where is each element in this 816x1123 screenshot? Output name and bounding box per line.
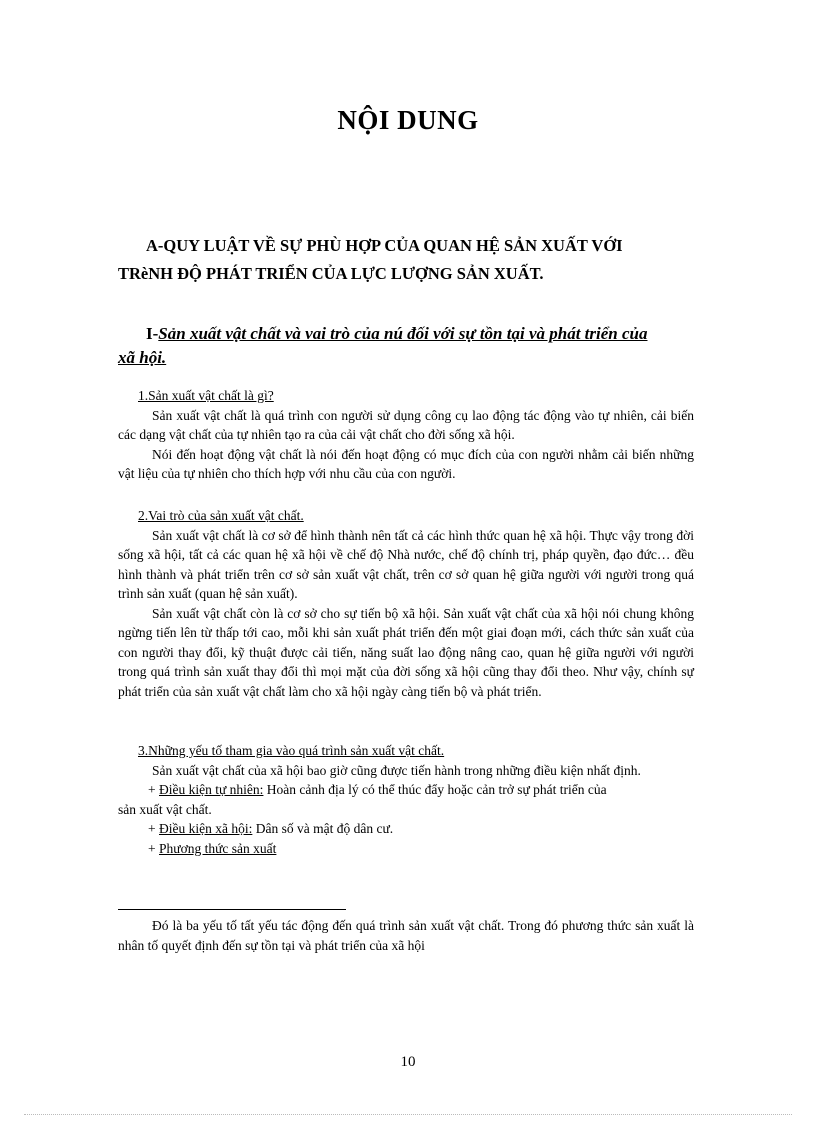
section-2-paragraph-2: Sản xuất vật chất còn là cơ sở cho sự tiến bộ xã hội. Sản xuất vật chất của xã hội nói chung không ngừng tiến lên từ thấp tới cao, mỗi khi sản xuất phát triển đến một giai đoạn mới, cách thức sản xuất của con người thay đổi, kỹ thuật được cải tiến, năng suất lao động nâng cao, quan hệ giữa người với người trong quá trình sản xuất thay đổi thì mọi mặt của đời sống xã hội cũng thay đổi theo. Như vậy, chính sự phát triển của sản xuất vật chất làm cho xã hội ngày càng tiến bộ và phát triển. xyxy=(118,605,694,699)
page-number: 10 xyxy=(400,1054,416,1070)
section-1-paragraph-1: Sản xuất vật chất là quá trình con người sử dụng công cụ lao động tác động vào tự nhiên, cải biến các dạng vật chất của tự nhiên tạo ra của cải vật chất cho đời sống xã hội. xyxy=(118,407,694,442)
factor-item-natural: + Điều kiện tự nhiên: Hoàn cảnh địa lý có thể thúc đẩy hoặc cản trở sự phát triển của xyxy=(148,782,607,797)
heading-i-line1: Sản xuất vật chất và vai trò của nú đối với sự tồn tại và phát triển của xyxy=(158,324,648,343)
section-2-paragraph-1: Sản xuất vật chất là cơ sở để hình thành nên tất cả các hình thức quan hệ xã hội. Thực vậy trong đời sống xã hội, tất cả các quan hệ xã hội về chế độ Nhà nước, chế độ chính trị, pháp quyền, đạo đức… đều hình thành và phát triển trên cơ sở sản xuất vật chất, trên cơ sở quan hệ giữa người với người trong quá trình sản xuất (quan hệ sản xuất). xyxy=(118,527,694,601)
page-bottom-border xyxy=(24,1114,792,1115)
section-1-title: 1.Sản xuất vật chất là gì? xyxy=(138,388,274,403)
factor-item-mode: + Phương thức sản xuất xyxy=(148,840,277,856)
heading-i xyxy=(118,322,708,370)
footnote-divider xyxy=(118,909,346,910)
section-3 xyxy=(118,741,694,858)
heading-a-line1: A-QUY LUẬT VỀ SỰ PHÙ HỢP CỦA QUAN HỆ SẢN XUẤT VỚI xyxy=(146,236,623,255)
footnote-text: Đó là ba yếu tố tất yếu tác động đến quá trình sản xuất vật chất. Trong đó phương thức sản xuất là nhân tố quyết định đến sự tồn tại và phát triển của xã hội xyxy=(118,918,694,953)
section-1 xyxy=(118,386,694,484)
heading-i-prefix: I- xyxy=(146,324,159,343)
section-2 xyxy=(118,506,694,701)
factor-label-social: Điều kiện xã hội: xyxy=(159,821,253,836)
heading-i-line2: xã hội. xyxy=(118,348,167,367)
factor-item-natural-cont: sản xuất vật chất. xyxy=(118,801,212,817)
factor-label-natural: Điều kiện tự nhiên: xyxy=(159,782,264,797)
section-3-title: 3.Những yếu tố tham gia vào quá trình sản xuất vật chất. xyxy=(138,743,445,758)
heading-a xyxy=(118,232,708,288)
heading-a-line2: TRèNH ĐỘ PHÁT TRIỂN CỦA LỰC LƯỢNG SẢN XUẤT. xyxy=(118,264,544,283)
section-2-title: 2.Vai trò của sản xuất vật chất. xyxy=(138,508,304,523)
factor-label-mode: Phương thức sản xuất xyxy=(159,840,277,856)
page-title: NỘI DUNG xyxy=(337,105,479,135)
section-3-paragraph-1: Sản xuất vật chất của xã hội bao giờ cũng được tiến hành trong những điều kiện nhất định. xyxy=(152,762,641,778)
section-1-paragraph-2: Nói đến hoạt động vật chất là nói đến hoạt động có mục đích của con người nhằm cải biến những vật liệu của tự nhiên cho thích hợp với nhu cầu của con người. xyxy=(118,446,694,481)
factor-item-social: + Điều kiện xã hội: Dân số và mật độ dân cư. xyxy=(148,821,394,836)
